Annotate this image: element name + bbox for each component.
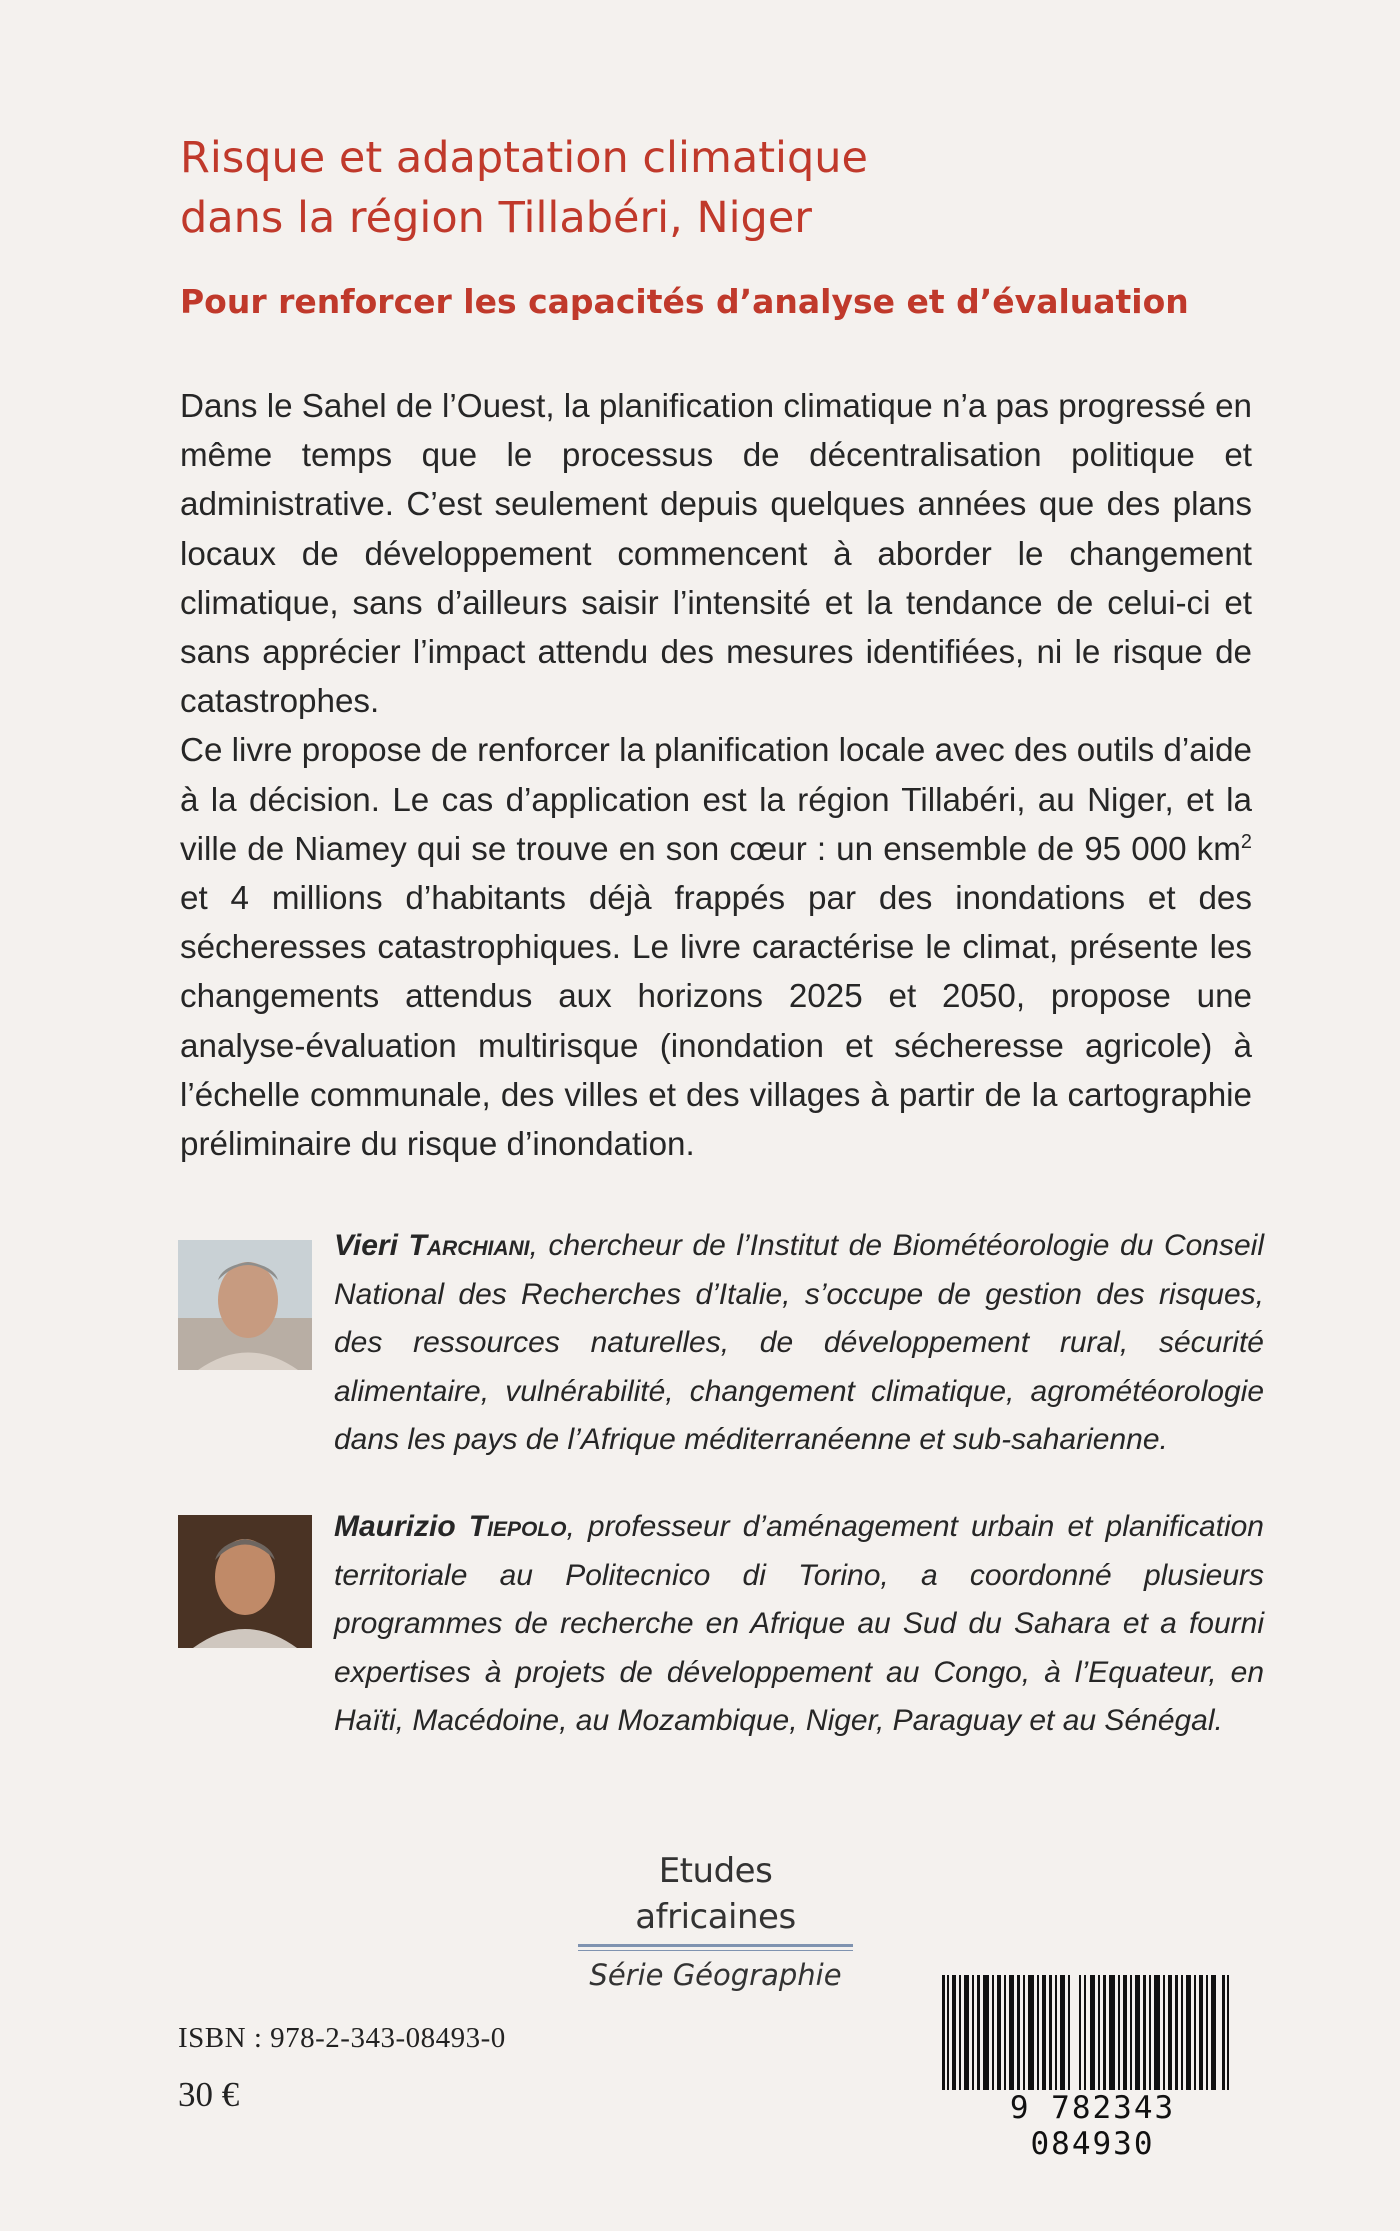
author-bio-tiepolo [334,1503,1264,1746]
book-title-line1: Risque et adaptation climatique [180,133,868,183]
series-divider [578,1944,853,1947]
author-last-name: Tarchiani [408,1229,530,1262]
series-subseries: Série Géographie [589,1958,842,1992]
author-last-name: Tiepolo [468,1510,567,1543]
author-bio-text: , chercheur de l’Institut de Biométéorologie du Conseil National des Recherches d’Italie, s’occupe de gestion des risques, des ressources naturelles, de développement rural, sécurité alimentaire, vulnérabilité, changement climatique, agrométéorologie dans les pays de l’Afrique méditerranéenne et sub-saharienne. [334,1229,1264,1456]
series-name: Etudes africaines [635,1851,796,1937]
abstract-paragraph-1: Dans le Sahel de l’Ouest, la planification climatique n’a pas progressé en même temps que le processus de décentralisation politique et administrative. C’est seulement depuis quelques années que des plans locaux de développement commencent à aborder le changement climatique, sans d’ailleurs saisir l’intensité et la tendance de celui-ci et sans apprécier l’impact attendu des mesures identifiées, ni le risque de catastrophes. [180,388,1252,721]
price: 30 € [178,2075,240,2114]
abstract-paragraph-2-part1: Ce livre propose de renforcer la planification locale avec des outils d’aide à la décision. Le cas d’application est la région Tillabéri, au Niger, et la ville de Niamey qui se trouve en son cœur : un ensemble de 95 000 km [180,732,1252,868]
superscript-2: 2 [1240,830,1252,853]
series-block [578,1848,853,1997]
book-title-line2: dans la région Tillabéri, Niger [180,193,812,243]
book-title [180,128,1280,248]
author-photo-tiepolo [178,1515,312,1648]
barcode-number: 9 782343 084930 [940,2090,1245,2162]
author-bio-text: , professeur d’aménagement urbain et planification territoriale au Politecnico di Torino, a coordonné plusieurs programmes de recherche en Afrique au Sud du Sahara et a fourni expertises à projets de développement au Congo, à l’Equateur, en Haïti, Macédoine, au Mozambique, Niger, Paraguay et au Sénégal. [334,1510,1264,1737]
series-divider-thin [578,1950,853,1951]
author-bio-tarchiani [334,1222,1264,1465]
isbn: ISBN : 978-2-343-08493-0 [178,2022,506,2054]
author-first-name: Maurizio [334,1510,456,1543]
abstract-paragraph-2 [180,726,1252,1169]
abstract-paragraph-2-part2: et 4 millions d’habitants déjà frappés par des inondations et des sécheresses catastrophiques. Le livre caractérise le climat, présente les changements attendus aux horizons 2025 et 2050, propose une analyse-évaluation multirisque (inondation et sécheresse agricole) à l’échelle communale, des villes et des villages à partir de la cartographie préliminaire du risque d’inondation. [180,880,1252,1164]
book-subtitle: Pour renforcer les capacités d’analyse et d’évaluation [180,282,1189,321]
author-photo-tarchiani [178,1240,312,1370]
abstract [180,382,1252,1169]
author-first-name: Vieri [334,1229,398,1262]
